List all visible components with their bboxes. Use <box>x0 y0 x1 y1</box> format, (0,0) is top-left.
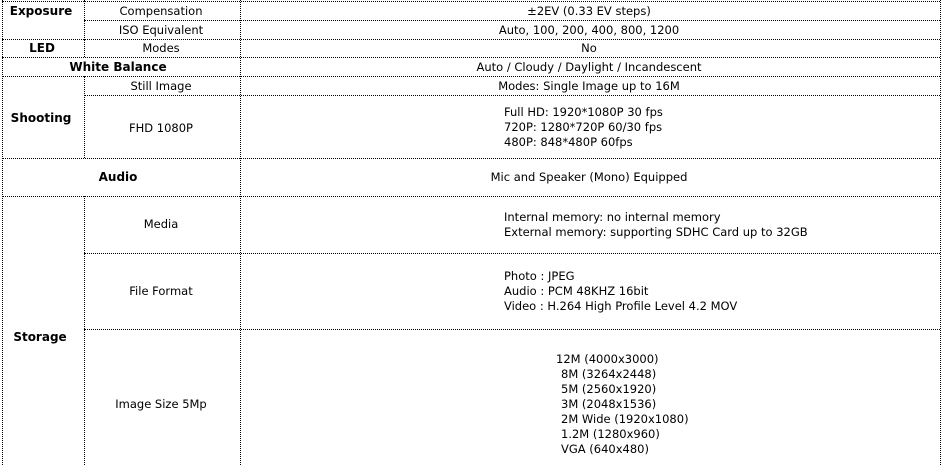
led-modes-value: No <box>581 41 597 55</box>
value-column-divider <box>240 0 241 465</box>
outer-left-border <box>2 0 3 465</box>
outer-right-border <box>940 0 941 465</box>
row-line <box>84 95 940 96</box>
file-format-label: File Format <box>129 284 193 298</box>
still-image-value: Modes: Single Image up to 16M <box>498 79 680 93</box>
file-format-value-line: Video : H.264 High Profile Level 4.2 MOV <box>504 299 738 313</box>
category-divider-exposure <box>84 0 85 38</box>
row-line <box>84 329 940 330</box>
fhd-values <box>504 105 663 150</box>
led-modes-label: Modes <box>142 41 180 55</box>
category-storage: Storage <box>13 330 67 344</box>
category-led: LED <box>29 41 55 55</box>
file-format-values <box>504 269 737 314</box>
compensation-label: Compensation <box>119 4 203 18</box>
file-format-value-line: Photo : JPEG <box>504 269 575 283</box>
image-size-value-line: 1.2M (1280x960) <box>561 427 660 441</box>
row-line <box>84 253 940 254</box>
row-line <box>2 57 940 58</box>
image-size-value-line: VGA (640x480) <box>561 442 649 456</box>
white-balance-value: Auto / Cloudy / Daylight / Incandescent <box>476 60 702 74</box>
image-size-value-line: 5M (2560x1920) <box>561 382 657 396</box>
still-image-label: Still Image <box>130 79 192 93</box>
fhd-label: FHD 1080P <box>129 121 193 135</box>
category-exposure: Exposure <box>9 4 73 18</box>
media-value-line: External memory: supporting SDHC Card up to 32GB <box>504 225 808 239</box>
image-size-value-line: 2M Wide (1920x1080) <box>561 412 689 426</box>
row-line <box>2 1 940 2</box>
image-size-label: Image Size 5Mp <box>115 397 207 411</box>
category-white-balance: White Balance <box>69 60 167 74</box>
fhd-value-line: Full HD: 1920*1080P 30 fps <box>504 105 663 119</box>
iso-label: ISO Equivalent <box>118 23 204 37</box>
iso-value: Auto, 100, 200, 400, 800, 1200 <box>498 23 680 37</box>
row-line <box>2 76 940 77</box>
category-divider-shooting <box>84 76 85 158</box>
image-size-value-line: 3M (2048x1536) <box>561 397 657 411</box>
file-format-value-line: Audio : PCM 48KHZ 16bit <box>504 284 649 298</box>
row-line <box>2 158 940 159</box>
media-values <box>504 210 808 240</box>
category-divider-storage <box>84 196 85 465</box>
row-line <box>2 196 940 197</box>
category-audio: Audio <box>98 170 138 184</box>
audio-value: Mic and Speaker (Mono) Equipped <box>490 170 688 184</box>
category-shooting: Shooting <box>10 111 72 125</box>
media-value-line: Internal memory: no internal memory <box>504 210 721 224</box>
image-size-value-line: 12M (4000x3000) <box>556 352 659 366</box>
image-size-value-line: 8M (3264x2448) <box>561 367 657 381</box>
fhd-value-line: 480P: 848*480P 60fps <box>504 135 633 149</box>
row-line <box>84 20 940 21</box>
category-divider-led <box>84 39 85 57</box>
row-line <box>2 39 940 40</box>
fhd-value-line: 720P: 1280*720P 60/30 fps <box>504 120 663 134</box>
image-size-values <box>556 352 689 457</box>
media-label: Media <box>143 217 179 231</box>
compensation-value: ±2EV (0.33 EV steps) <box>527 4 651 18</box>
